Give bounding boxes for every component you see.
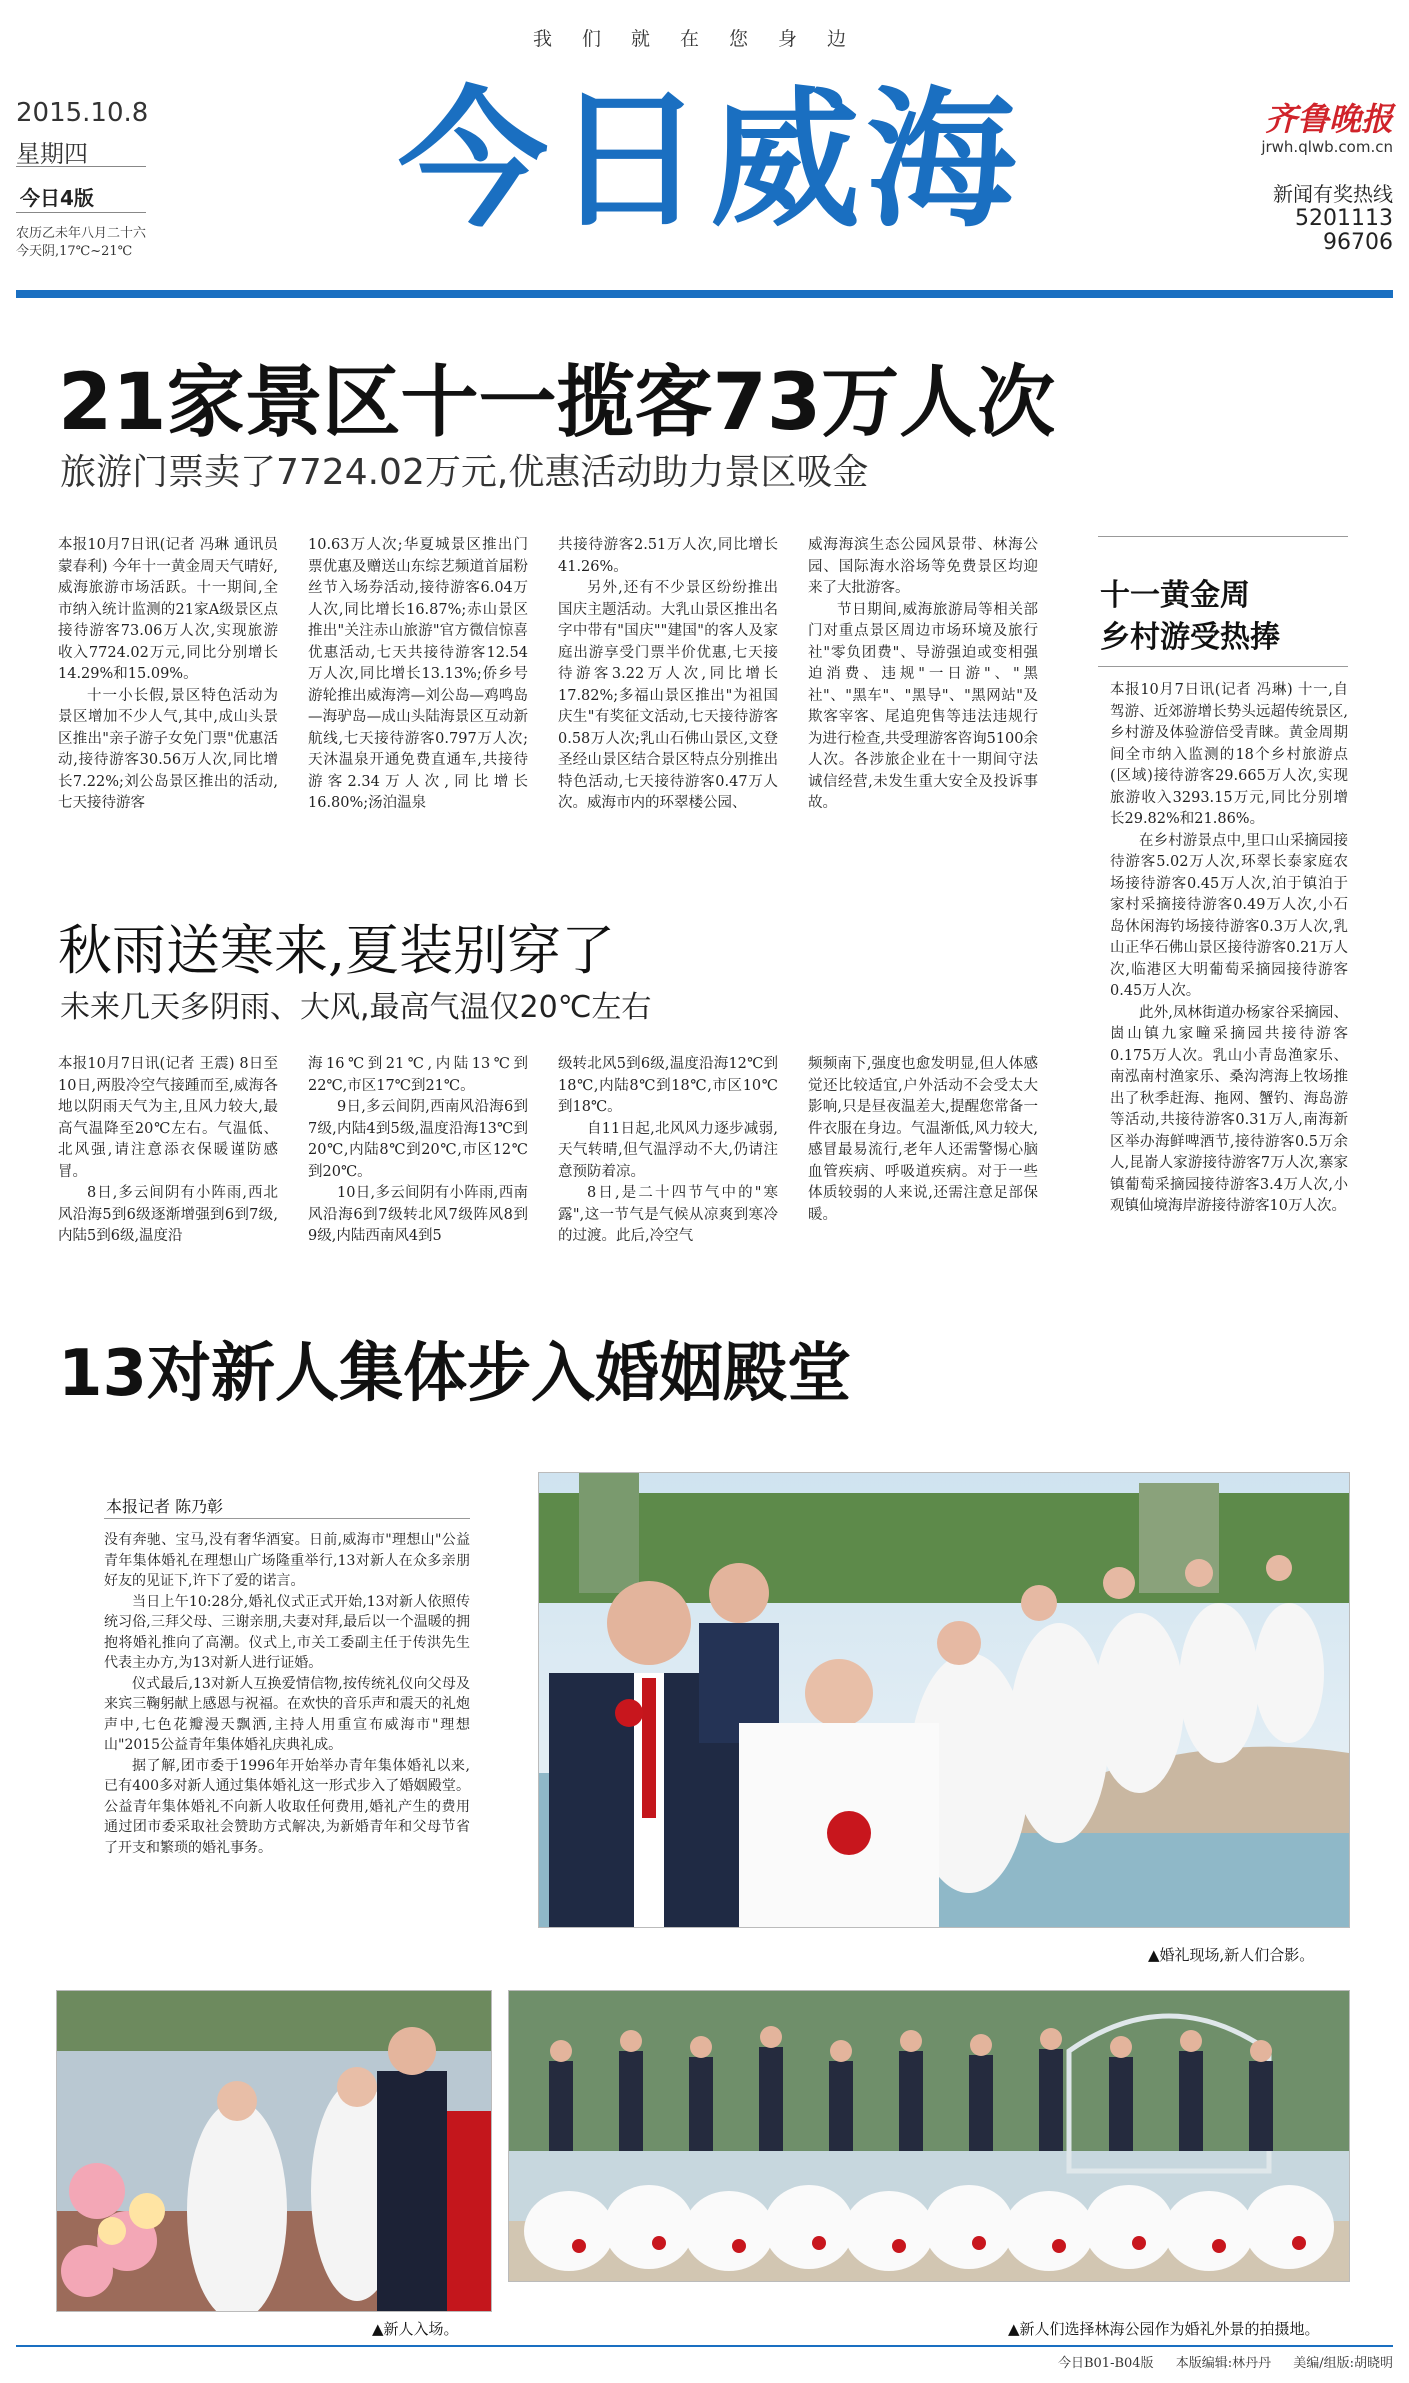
paragraph: 本报10月7日讯(记者 冯琳 通讯员 蒙春利) 今年十一黄金周天气晴好,威海旅游市场活跃。十一期间,全市纳入统计监测的21家A级景区点接待游客73.06万人次,实现旅游收入7724.02万元,同比分别增长14.29%和15.09%。 bbox=[58, 537, 278, 682]
hotline-number: 5201113 bbox=[1295, 206, 1393, 231]
wedding-group-photo bbox=[538, 1472, 1350, 1928]
story1-column bbox=[558, 535, 778, 815]
paragraph: 仪式最后,13对新人互换爱情信物,按传统礼仪向父母及来宾三鞠躬献上感恩与祝福。在欢快的音乐声和震天的礼炮声中,七色花瓣漫天飘洒,主持人用重宣布威海市"理想山"2015公益青年集体婚礼庆典礼成。 bbox=[104, 1675, 470, 1753]
story2-column bbox=[558, 1054, 778, 1248]
story2-col-text bbox=[308, 1054, 528, 1248]
paragraph: 另外,还有不少景区纷纷推出国庆主题活动。大乳山景区推出名字中带有"国庆""建国"的客人及家庭出游享受门票半价优惠,七天接待游客3.22万人次,同比增长17.82%;多福山景区推出"为祖国庆生"有奖征文活动,七天接待游客0.58万人次;乳山石佛山景区,文登圣经山景区结合景区特点分别推出特色活动,七天接待游客0.47万人次。威海市内的环翠楼公园、 bbox=[558, 580, 778, 811]
story1-column bbox=[808, 535, 1038, 815]
sidebar-body bbox=[1110, 680, 1348, 1218]
sidebar-text bbox=[1110, 680, 1348, 1218]
sidebar-headline: 乡村游受热捧 bbox=[1100, 620, 1280, 655]
story1-column bbox=[308, 535, 528, 815]
masthead-divider bbox=[16, 166, 146, 167]
outdoor-jump-photo bbox=[508, 1990, 1350, 2282]
brand-logo: 齐鲁晚报 bbox=[1264, 100, 1393, 138]
story2-column bbox=[58, 1054, 278, 1248]
paragraph: 频频南下,强度也愈发明显,但人体感觉还比较适宜,户外活动不会受太大影响,只是昼夜温差大,提醒您常备一件衣服在身边。气温渐低,风力较大,感冒最易流行,老年人还需警惕心脑血管疾病、呼吸道疾病。对于一些体质较弱的人来说,还需注意足部保暖。 bbox=[808, 1056, 1038, 1223]
paragraph: 海16℃到21℃,内陆13℃到22℃,市区17℃到21℃。 bbox=[308, 1056, 528, 1094]
paragraph: 据了解,团市委于1996年开始举办青年集体婚礼以来,已有400多对新人通过集体婚礼这一形式步入了婚姻殿堂。公益青年集体婚礼不向新人收取任何费用,婚礼产生的费用通过团市委采取社会赞助方式解决,为新婚青年和父母节省了开支和繁琐的婚礼事务。 bbox=[104, 1757, 470, 1856]
paragraph: 在乡村游景点中,里口山采摘园接待游客5.02万人次,环翠长泰家庭农场接待游客0.45万人次,泊于镇泊于家村采摘接待游客0.49万人次,小石岛休闲海钓场接待游客0.3万人次,乳山正华石佛山景区接待游客0.21万人次,临港区大明葡萄采摘园接待游客0.45万人次。 bbox=[1110, 832, 1348, 999]
paragraph: 8日,多云间阴有小阵雨,西北风沿海5到6级逐渐增强到6到7级,内陆5到6级,温度沿 bbox=[58, 1185, 278, 1244]
issue-date: 2015.10.8 bbox=[16, 98, 149, 128]
paragraph: 节日期间,威海旅游局等相关部门对重点景区周边市场环境及旅行社"零负团费"、导游强迫或变相强迫消费、违规"一日游"、"黑社"、"黑车"、"黑导"、"黑网站"及欺客宰客、尾追兜售等违法违规行为进行检查,共受理游客咨询5100余人次。各涉旅企业在十一期间守法诚信经营,未发生重大安全及投诉事故。 bbox=[808, 601, 1039, 811]
outdoor-jump-illustration bbox=[509, 1991, 1349, 2281]
story1-col-text bbox=[808, 535, 1038, 815]
masthead-slogan: 我们就在您身边 bbox=[532, 28, 876, 50]
weather-info: 今天阴,17℃~21℃ bbox=[16, 244, 133, 259]
story1-col-text bbox=[558, 535, 778, 815]
sidebar-rule bbox=[1098, 666, 1348, 667]
paragraph: 当日上午10:28分,婚礼仪式正式开始,13对新人依照传统习俗,三拜父母、三谢亲朋,夫妻对拜,最后以一个温暖的拥抱将婚礼推向了高潮。仪式上,市关工委副主任于传洪先生代表主办方,为13对新人进行证婚。 bbox=[104, 1593, 470, 1671]
paragraph: 威海海滨生态公园风景带、林海公园、国际海水浴场等免费景区均迎来了大批游客。 bbox=[808, 537, 1038, 596]
photo-caption: ▲婚礼现场,新人们合影。 bbox=[1148, 1946, 1315, 1964]
paragraph: 本报10月7日讯(记者 冯琳) 十一,自驾游、近郊游增长势头远超传统景区,乡村游及体验游倍受青睐。黄金周期间全市纳入监测的18个乡村旅游点(区域)接待游客29.665万人次,实现旅游收入3293.15万元,同比分别增长29.82%和21.86%。 bbox=[1110, 682, 1348, 827]
paragraph: 8日,是二十四节气中的"寒露",这一节气是气候从凉爽到寒冷的过渡。此后,冷空气 bbox=[558, 1185, 778, 1244]
story2-col-text bbox=[558, 1054, 778, 1248]
story3-text bbox=[104, 1530, 470, 1858]
footer-design: 美编/组版:胡晓明 bbox=[1293, 2356, 1393, 2371]
paragraph: 自11日起,北风风力逐步减弱,天气转晴,但气温浮动不大,仍请注意预防着凉。 bbox=[558, 1120, 778, 1180]
brand-url[interactable]: jrwh.qlwb.com.cn bbox=[1261, 138, 1393, 156]
footer-rule bbox=[16, 2345, 1393, 2347]
story1-headline: 21家景区十一揽客73万人次 bbox=[58, 358, 1056, 448]
byline-rule bbox=[104, 1518, 470, 1519]
paragraph: 10.63万人次;华夏城景区推出门票优惠及赠送山东综艺频道首届粉丝节入场券活动,接待游客6.04万人次,同比增长16.87%;赤山景区推出"关注赤山旅游"官方微信惊喜优惠活动,七天共接待游客12.54万人次,同比增长13.13%;侨乡号游轮推出威海湾—刘公岛—鸡鸣岛—海驴岛—成山头陆海景区互动新航线,七天接待游客0.797万人次;天沐温泉开通免费直通车,共接待游客2.34万人次,同比增长16.80%;汤泊温泉 bbox=[308, 537, 528, 811]
couple-entrance-illustration bbox=[57, 1991, 491, 2311]
story1-col-text bbox=[58, 535, 278, 815]
page-footer bbox=[1040, 2352, 1393, 2371]
paragraph: 本报10月7日讯(记者 王震) 8日至10日,两股冷空气接踵而至,威海各地以阴雨天气为主,且风力较大,最高气温降至20℃左右。气温低、北风强,请注意添衣保暖谨防感冒。 bbox=[58, 1056, 278, 1180]
paragraph: 此外,凤林街道办杨家谷采摘园、崮山镇九家疃采摘园共接待游客0.175万人次。乳山小青岛渔家乐、南泓南村渔家乐、桑沟湾海上牧场推出了秋季赶海、拖网、蟹钓、海岛游等活动,共接待游客0.31万人,南海新区举办海鲜啤酒节,接待游客0.5万余人,昆嵛人家游接待游客7万人次,寨家镇葡萄采摘园接待游客3.4万人次,小观镇仙境海岸游接待游客10万人次。 bbox=[1110, 1004, 1348, 1214]
paragraph: 9日,多云间阴,西南风沿海6到7级,内陆4到5级,温度沿海13℃到20℃,内陆8℃到20℃,市区12℃到20℃。 bbox=[308, 1099, 528, 1180]
story1-column bbox=[58, 535, 278, 815]
edition-count: 今日4版 bbox=[20, 186, 94, 210]
sidebar-top-rule bbox=[1098, 536, 1348, 537]
paragraph: 共接待游客2.51万人次,同比增长41.26%。 bbox=[558, 537, 778, 575]
story2-column bbox=[808, 1054, 1038, 1226]
story2-headline: 秋雨送寒来,夏装别穿了 bbox=[58, 919, 616, 982]
couple-entrance-photo bbox=[56, 1990, 492, 2312]
hotline-number: 96706 bbox=[1323, 230, 1393, 255]
masthead-bar bbox=[16, 290, 1393, 298]
issue-weekday: 星期四 bbox=[16, 140, 88, 168]
story2-col-text bbox=[58, 1054, 278, 1248]
story1-subhead: 旅游门票卖了7724.02万元,优惠活动助力景区吸金 bbox=[60, 452, 869, 493]
story3-headline: 13对新人集体步入婚姻殿堂 bbox=[58, 1337, 852, 1411]
newspaper-title: 今日威海 bbox=[397, 74, 1022, 248]
hotline-label: 新闻有奖热线 bbox=[1273, 182, 1393, 206]
story3-body bbox=[104, 1530, 470, 1858]
paragraph: 没有奔驰、宝马,没有奢华酒宴。日前,威海市"理想山"公益青年集体婚礼在理想山广场隆重举行,13对新人在众多亲朋好友的见证下,许下了爱的诺言。 bbox=[104, 1532, 470, 1589]
footer-editor: 本版编辑:林丹丹 bbox=[1175, 2356, 1272, 2371]
masthead-divider bbox=[16, 212, 146, 213]
sidebar-headline: 十一黄金周 bbox=[1100, 578, 1250, 613]
story2-column bbox=[308, 1054, 528, 1248]
photo-caption: ▲新人入场。 bbox=[372, 2320, 459, 2338]
story3-byline: 本报记者 陈乃彰 bbox=[106, 1497, 224, 1516]
story1-col-text bbox=[308, 535, 528, 815]
photo-caption: ▲新人们选择林海公园作为婚礼外景的拍摄地。 bbox=[1008, 2320, 1320, 2338]
wedding-group-illustration bbox=[539, 1473, 1349, 1927]
lunar-date: 农历乙未年八月二十六 bbox=[16, 226, 147, 241]
story2-col-text bbox=[808, 1054, 1038, 1226]
footer-edition: 今日B01-B04版 bbox=[1057, 2356, 1154, 2371]
story2-subhead: 未来几天多阴雨、大风,最高气温仅20℃左右 bbox=[60, 990, 652, 1025]
paragraph: 级转北风5到6级,温度沿海12℃到18℃,内陆8℃到18℃,市区10℃到18℃。 bbox=[558, 1056, 778, 1115]
paragraph: 10日,多云间阴有小阵雨,西南风沿海6到7级转北风7级阵风8到9级,内陆西南风4到5 bbox=[308, 1185, 528, 1244]
paragraph: 十一小长假,景区特色活动为景区增加不少人气,其中,成山头景区推出"亲子游子女免门票"优惠活动,接待游客30.56万人次,同比增长7.22%;刘公岛景区推出的活动,七天接待游客 bbox=[58, 687, 278, 811]
